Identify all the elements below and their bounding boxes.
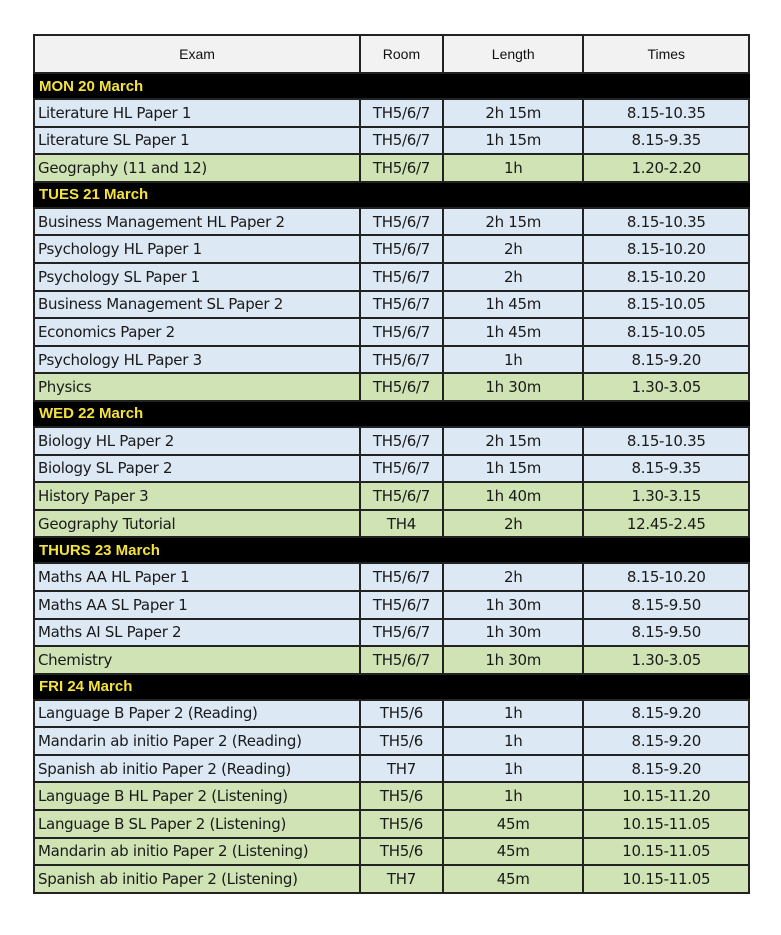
exam-length: 1h (443, 755, 584, 783)
exam-name: Economics Paper 2 (34, 318, 360, 346)
exam-name: Biology HL Paper 2 (34, 427, 360, 455)
day-label: TUES 21 March (34, 182, 749, 208)
exam-room: TH5/6/7 (360, 646, 443, 674)
exam-name: Business Management SL Paper 2 (34, 291, 360, 319)
exam-length: 45m (443, 838, 584, 866)
exam-row (34, 208, 749, 236)
exam-length: 45m (443, 865, 584, 893)
exam-name: Literature SL Paper 1 (34, 127, 360, 155)
exam-length: 1h 30m (443, 373, 584, 401)
exam-length: 1h (443, 700, 584, 728)
exam-row (34, 563, 749, 591)
exam-row (34, 755, 749, 783)
day-header-row (34, 674, 749, 700)
exam-times: 8.15-10.05 (583, 318, 749, 346)
exam-row (34, 455, 749, 483)
exam-row (34, 727, 749, 755)
day-header-row (34, 401, 749, 427)
exam-room: TH5/6/7 (360, 563, 443, 591)
exam-length: 2h 15m (443, 208, 584, 236)
exam-name: Maths AA HL Paper 1 (34, 563, 360, 591)
exam-times: 8.15-9.35 (583, 455, 749, 483)
header-exam: Exam (34, 35, 360, 73)
exam-length: 1h (443, 154, 584, 182)
exam-name: Mandarin ab initio Paper 2 (Listening) (34, 838, 360, 866)
exam-room: TH7 (360, 755, 443, 783)
header-row (34, 35, 749, 73)
day-label: THURS 23 March (34, 537, 749, 563)
exam-times: 1.30-3.15 (583, 482, 749, 510)
exam-length: 2h (443, 263, 584, 291)
exam-times: 8.15-9.50 (583, 591, 749, 619)
exam-length: 1h 30m (443, 646, 584, 674)
exam-name: Physics (34, 373, 360, 401)
exam-row (34, 291, 749, 319)
day-header-row (34, 537, 749, 563)
exam-name: Spanish ab initio Paper 2 (Reading) (34, 755, 360, 783)
exam-name: Biology SL Paper 2 (34, 455, 360, 483)
exam-length: 45m (443, 810, 584, 838)
exam-times: 10.15-11.05 (583, 810, 749, 838)
exam-room: TH5/6/7 (360, 455, 443, 483)
day-label: FRI 24 March (34, 674, 749, 700)
exam-times: 8.15-10.05 (583, 291, 749, 319)
exam-times: 8.15-9.20 (583, 346, 749, 374)
exam-room: TH5/6 (360, 727, 443, 755)
exam-times: 10.15-11.20 (583, 782, 749, 810)
exam-times: 10.15-11.05 (583, 865, 749, 893)
exam-times: 8.15-9.20 (583, 700, 749, 728)
exam-name: Geography Tutorial (34, 510, 360, 538)
exam-room: TH5/6/7 (360, 291, 443, 319)
exam-length: 1h 30m (443, 619, 584, 647)
exam-length: 1h (443, 727, 584, 755)
exam-name: Spanish ab initio Paper 2 (Listening) (34, 865, 360, 893)
exam-row (34, 235, 749, 263)
exam-row (34, 838, 749, 866)
exam-room: TH5/6/7 (360, 208, 443, 236)
exam-length: 2h (443, 510, 584, 538)
exam-times: 8.15-10.35 (583, 208, 749, 236)
exam-room: TH5/6/7 (360, 346, 443, 374)
exam-room: TH5/6 (360, 810, 443, 838)
exam-row (34, 346, 749, 374)
exam-times: 8.15-9.20 (583, 727, 749, 755)
exam-room: TH5/6/7 (360, 619, 443, 647)
exam-room: TH5/6/7 (360, 427, 443, 455)
exam-name: Language B SL Paper 2 (Listening) (34, 810, 360, 838)
exam-length: 1h (443, 782, 584, 810)
exam-name: Language B HL Paper 2 (Listening) (34, 782, 360, 810)
exam-row (34, 865, 749, 893)
exam-times: 1.20-2.20 (583, 154, 749, 182)
exam-row (34, 619, 749, 647)
exam-room: TH5/6/7 (360, 373, 443, 401)
exam-row (34, 427, 749, 455)
exam-room: TH4 (360, 510, 443, 538)
exam-length: 2h 15m (443, 427, 584, 455)
day-header-row (34, 73, 749, 99)
exam-row (34, 99, 749, 127)
exam-room: TH5/6/7 (360, 127, 443, 155)
exam-row (34, 810, 749, 838)
exam-row (34, 318, 749, 346)
day-label: MON 20 March (34, 73, 749, 99)
exam-schedule-table (33, 34, 750, 894)
exam-times: 8.15-9.50 (583, 619, 749, 647)
exam-times: 12.45-2.45 (583, 510, 749, 538)
exam-name: Chemistry (34, 646, 360, 674)
exam-length: 1h 30m (443, 591, 584, 619)
exam-name: Maths AI SL Paper 2 (34, 619, 360, 647)
exam-name: Business Management HL Paper 2 (34, 208, 360, 236)
exam-row (34, 782, 749, 810)
exam-name: Psychology SL Paper 1 (34, 263, 360, 291)
exam-times: 10.15-11.05 (583, 838, 749, 866)
exam-room: TH5/6/7 (360, 154, 443, 182)
exam-row (34, 482, 749, 510)
exam-length: 2h 15m (443, 99, 584, 127)
exam-times: 8.15-10.20 (583, 235, 749, 263)
exam-room: TH5/6/7 (360, 235, 443, 263)
exam-row (34, 591, 749, 619)
exam-length: 1h 45m (443, 318, 584, 346)
exam-length: 1h (443, 346, 584, 374)
day-label: WED 22 March (34, 401, 749, 427)
exam-times: 8.15-10.20 (583, 563, 749, 591)
header-length: Length (443, 35, 584, 73)
exam-times: 8.15-9.35 (583, 127, 749, 155)
exam-length: 2h (443, 235, 584, 263)
exam-name: Literature HL Paper 1 (34, 99, 360, 127)
exam-room: TH5/6 (360, 838, 443, 866)
exam-times: 1.30-3.05 (583, 373, 749, 401)
exam-row (34, 646, 749, 674)
exam-length: 1h 40m (443, 482, 584, 510)
exam-name: Language B Paper 2 (Reading) (34, 700, 360, 728)
exam-row (34, 700, 749, 728)
exam-length: 1h 45m (443, 291, 584, 319)
exam-row (34, 373, 749, 401)
exam-name: Geography (11 and 12) (34, 154, 360, 182)
exam-room: TH5/6/7 (360, 591, 443, 619)
exam-row (34, 127, 749, 155)
exam-name: Psychology HL Paper 1 (34, 235, 360, 263)
exam-room: TH5/6/7 (360, 263, 443, 291)
exam-name: Psychology HL Paper 3 (34, 346, 360, 374)
exam-name: Maths AA SL Paper 1 (34, 591, 360, 619)
day-header-row (34, 182, 749, 208)
header-times: Times (583, 35, 749, 73)
exam-room: TH5/6/7 (360, 318, 443, 346)
exam-length: 2h (443, 563, 584, 591)
exam-name: Mandarin ab initio Paper 2 (Reading) (34, 727, 360, 755)
exam-times: 8.15-10.35 (583, 427, 749, 455)
exam-times: 1.30-3.05 (583, 646, 749, 674)
exam-room: TH5/6/7 (360, 482, 443, 510)
exam-times: 8.15-10.20 (583, 263, 749, 291)
exam-room: TH5/6/7 (360, 99, 443, 127)
exam-row (34, 510, 749, 538)
exam-length: 1h 15m (443, 127, 584, 155)
header-room: Room (360, 35, 443, 73)
exam-times: 8.15-10.35 (583, 99, 749, 127)
exam-room: TH5/6 (360, 700, 443, 728)
exam-length: 1h 15m (443, 455, 584, 483)
exam-name: History Paper 3 (34, 482, 360, 510)
exam-times: 8.15-9.20 (583, 755, 749, 783)
exam-row (34, 263, 749, 291)
exam-room: TH5/6 (360, 782, 443, 810)
exam-row (34, 154, 749, 182)
schedule-body (34, 73, 749, 893)
exam-room: TH7 (360, 865, 443, 893)
